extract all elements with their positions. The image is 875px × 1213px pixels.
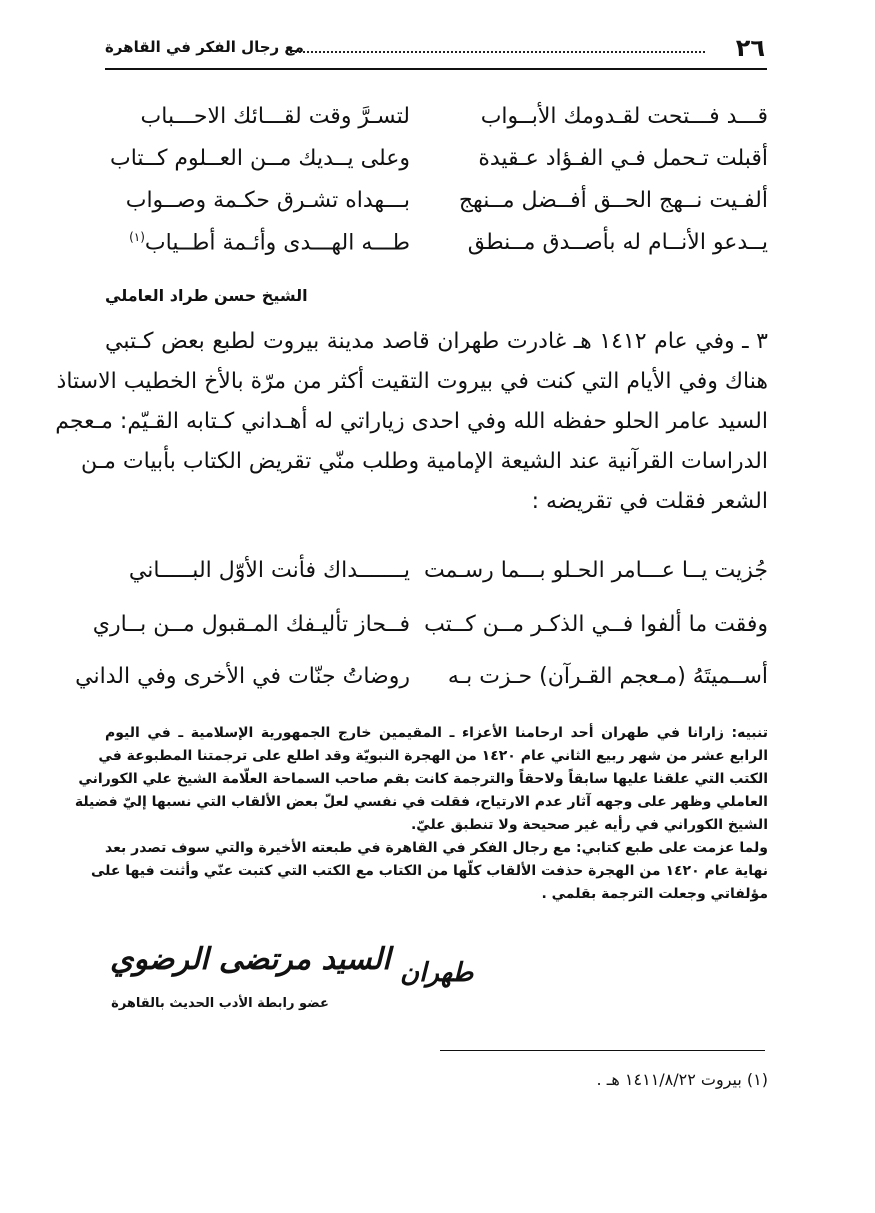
verse-first-hemistich: وفقت ما ألفوا فــي الذكـر مــن كــتب [424, 612, 768, 637]
verse-first-hemistich: ألفـيت نــهج الحــق أفــضل مــنهج [458, 188, 768, 213]
header-rule [105, 68, 767, 70]
note-block [74, 722, 768, 906]
footnote-rule [440, 1050, 765, 1051]
verse-first-hemistich: قـــد فـــتحت لقـدومك الأبــواب [480, 104, 768, 129]
verse-hemistich-text: طـــه الهـــدى وأئـمة أطــياب [144, 230, 410, 256]
verse-second-hemistich: فــحاز تأليـفك المـقبول مــن بــاري [92, 612, 410, 637]
body-paragraph [55, 322, 768, 522]
note-line: نهاية عام ١٤٢٠ من الهجرة حذفت الألقاب كلّها من الكتاب مع الكتب التي كتبت عنّي وأثنت فيها على [90, 863, 768, 879]
header-dot-leader [290, 51, 705, 53]
verse-second-hemistich: وعلى يــديك مــن العــلوم كــتاب [110, 146, 410, 171]
note-line: مؤلفاتي وجعلت الترجمة بقلمي . [541, 886, 768, 902]
page-number: ٢٦ [735, 34, 765, 62]
page-header [105, 34, 765, 68]
verse-line [105, 188, 768, 228]
verse-second-hemistich: روضاتُ جنّات في الأخرى وفي الداني [75, 664, 410, 689]
paragraph-line: الدراسات القرآنية عند الشيعة الإمامية وطلب منّي تقريض الكتاب بأبيات مـن [80, 449, 768, 474]
note-line: العاملي وظهر على وجهه آثار عدم الارتياح، فقلت في نفسي لعلّ بعض الألقاب التي نسبها إليّ فضيلة [74, 794, 768, 810]
verse-line [105, 558, 768, 598]
verse-line [105, 230, 768, 270]
paragraph-line: الشعر فقلت في تقريضه : [531, 489, 768, 514]
note-line: الكتب التي علقنا عليها سابقاً ولاحقاً والترجمة كانت بقم صاحب السماحة العلّامة الشيخ علي الكوراني [78, 771, 768, 787]
verse-first-hemistich: يــدعو الأنــام له بأصــدق مــنطق [467, 230, 768, 255]
verse-line [92, 612, 768, 652]
verse-first-hemistich: أقبلت تـحمل فـي الفـؤاد عـقيدة [478, 146, 768, 171]
signature-title: عضو رابطة الأدب الحديث بالقاهرة [111, 996, 329, 1011]
poet-name: الشيخ حسن طراد العاملي [105, 286, 308, 305]
verse-second-hemistich [105, 230, 410, 255]
note-line: الشيخ الكوراني في رأيه غير صحيحة ولا تنطبق عليّ. [410, 817, 768, 833]
verse-second-hemistich: يـــــــداك فأنت الأوّل البـــــاني [128, 558, 410, 583]
verse-first-hemistich: جُزيت يــا عـــامر الحـلو بـــما رسـمت [423, 558, 768, 583]
running-title: مع رجال الفكر في القاهرة [105, 38, 304, 56]
verse-second-hemistich: لتسـرَّ وقت لقـــائك الاحـــباب [140, 104, 410, 129]
verse-second-hemistich: بـــهداه تشـرق حكـمة وصــواب [125, 188, 410, 213]
note-line: تنبيه: زارانا في طهران أحد ارحامنا الأعزاء ـ المقيمين خارج الجمهورية الإسلامية ـ في اليوم [105, 725, 768, 741]
verse-line [75, 664, 768, 704]
verse-first-hemistich: أســميتَهُ (مـعجم القـرآن) حـزت بـه [447, 664, 768, 689]
signature-name: السيد مرتضى الرضوي [110, 942, 391, 977]
verse-line [105, 146, 768, 186]
paragraph-line: ٣ ـ وفي عام ١٤١٢ هـ غادرت طهران قاصد مدينة بيروت لطبع بعض كـتبي [105, 329, 768, 354]
paragraph-line: السيد عامر الحلو حفظه الله وفي احدى زياراتي له أهـداني كـتابه القـيّم: مـعجم [55, 409, 768, 434]
note-line: ولما عزمت على طبع كتابي: مع رجال الفكر في القاهرة في طبعته الأخيرة والتي سوف تصدر بعد [105, 840, 768, 856]
paragraph-line: هناك وفي الأيام التي كنت في بيروت التقيت أكثر من مرّة بالأخ الخطيب الاستاذ [56, 369, 768, 394]
verse-line [105, 104, 768, 144]
footnote: (١) بيروت ١٤١١/٨/٢٢ هـ . [596, 1070, 768, 1089]
signature-place: طهران [400, 958, 474, 988]
note-line: الرابع عشر من شهر ربيع الثاني عام ١٤٢٠ من الهجرة النبويّة وقد اطلع على ترجمتنا المطبوعة في [98, 748, 768, 764]
footnote-marker: (١) [129, 230, 145, 244]
